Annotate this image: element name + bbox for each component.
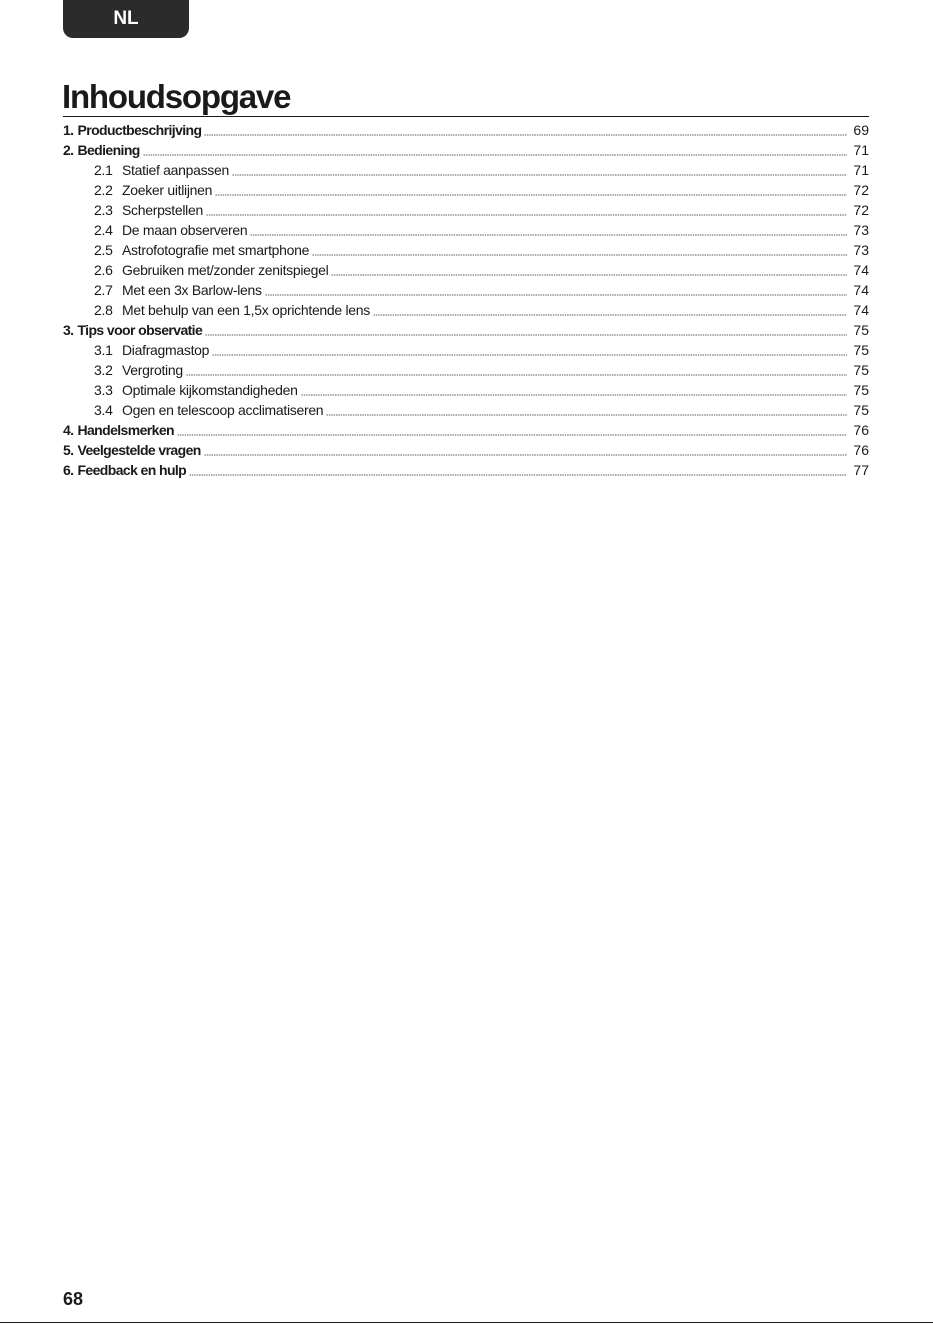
dot-leader [204,444,847,456]
dot-leader [212,344,847,356]
toc-entry-label: Met behulp van een 1,5x oprichtende lens [122,302,370,318]
toc-entry-number: 3. [63,322,74,338]
toc-subsection-entry[interactable] [63,160,869,180]
toc-entry-number: 3.3 [94,382,113,398]
toc-entry-label: Tips voor observatie [77,322,203,338]
table-of-contents [63,120,869,480]
dot-leader [265,284,847,296]
toc-entry-label: Zoeker uitlijnen [122,182,213,198]
toc-entry-number: 2.6 [94,262,113,278]
dot-leader [312,244,847,256]
toc-section-entry[interactable] [63,420,869,440]
toc-section-entry[interactable] [63,320,869,340]
dot-leader [250,224,847,236]
toc-subsection-entry[interactable] [63,200,869,220]
toc-subsection-entry[interactable] [63,240,869,260]
toc-entry-page: 72 [853,182,869,198]
toc-subsection-entry[interactable] [63,380,869,400]
toc-section-entry[interactable] [63,120,869,140]
toc-entry-label: Astrofotografie met smartphone [122,242,310,258]
toc-entry-page: 76 [853,422,869,438]
toc-entry-label: Statief aanpassen [122,162,229,178]
toc-section-entry[interactable] [63,460,869,480]
dot-leader [206,204,847,216]
language-tab: NL [63,0,189,38]
toc-entry-page: 73 [853,242,869,258]
toc-entry-label: Feedback en hulp [77,462,187,478]
dot-leader [186,364,847,376]
toc-subsection-entry[interactable] [63,300,869,320]
toc-entry-number: 2.5 [94,242,113,258]
dot-leader [143,144,847,156]
toc-entry-label: Scherpstellen [122,202,203,218]
toc-entry-page: 75 [853,362,869,378]
toc-entry-page: 75 [853,402,869,418]
toc-entry-page: 74 [853,262,869,278]
toc-entry-number: 2.7 [94,282,113,298]
toc-entry-page: 72 [853,202,869,218]
page-title: Inhoudsopgave [62,78,291,115]
toc-section-entry[interactable] [63,140,869,160]
toc-subsection-entry[interactable] [63,400,869,420]
toc-entry-page: 69 [853,122,869,138]
toc-entry-label: Diafragmastop [122,342,210,358]
toc-entry-number: 1. [63,122,74,138]
toc-entry-number: 5. [63,442,74,458]
toc-entry-label: Veelgestelde vragen [77,442,201,458]
toc-entry-number: 2.8 [94,302,113,318]
dot-leader [189,464,847,476]
toc-entry-number: 3.2 [94,362,113,378]
bottom-divider [0,1322,933,1323]
dot-leader [215,184,847,196]
toc-subsection-entry[interactable] [63,180,869,200]
dot-leader [177,424,847,436]
dot-leader [205,324,847,336]
toc-entry-label: Gebruiken met/zonder zenitspiegel [122,262,329,278]
toc-entry-page: 75 [853,382,869,398]
toc-section-entry[interactable] [63,440,869,460]
toc-entry-page: 71 [853,142,869,158]
toc-subsection-entry[interactable] [63,220,869,240]
dot-leader [373,304,847,316]
toc-entry-number: 2.3 [94,202,113,218]
toc-entry-number: 3.4 [94,402,113,418]
title-divider [63,116,869,117]
toc-entry-label: Vergroting [122,362,183,378]
toc-entry-number: 4. [63,422,74,438]
toc-entry-label: Met een 3x Barlow-lens [122,282,262,298]
toc-entry-page: 74 [853,282,869,298]
toc-entry-number: 2.4 [94,222,113,238]
toc-entry-page: 76 [853,442,869,458]
toc-entry-page: 75 [853,322,869,338]
dot-leader [331,264,847,276]
toc-entry-page: 75 [853,342,869,358]
toc-entry-number: 2. [63,142,74,158]
toc-entry-label: Optimale kijkomstandigheden [122,382,298,398]
dot-leader [326,404,847,416]
dot-leader [204,124,847,136]
toc-entry-number: 3.1 [94,342,113,358]
toc-entry-page: 73 [853,222,869,238]
toc-subsection-entry[interactable] [63,260,869,280]
toc-entry-label: De maan observeren [122,222,248,238]
dot-leader [301,384,847,396]
dot-leader [232,164,847,176]
toc-entry-label: Handelsmerken [77,422,174,438]
toc-subsection-entry[interactable] [63,360,869,380]
toc-entry-label: Productbeschrijving [77,122,202,138]
toc-entry-number: 6. [63,462,74,478]
toc-entry-page: 77 [853,462,869,478]
toc-subsection-entry[interactable] [63,280,869,300]
toc-entry-number: 2.1 [94,162,113,178]
toc-entry-label: Ogen en telescoop acclimatiseren [122,402,324,418]
page-number: 68 [63,1289,84,1309]
toc-entry-page: 71 [853,162,869,178]
toc-subsection-entry[interactable] [63,340,869,360]
toc-entry-number: 2.2 [94,182,113,198]
toc-entry-page: 74 [853,302,869,318]
toc-entry-label: Bediening [77,142,140,158]
